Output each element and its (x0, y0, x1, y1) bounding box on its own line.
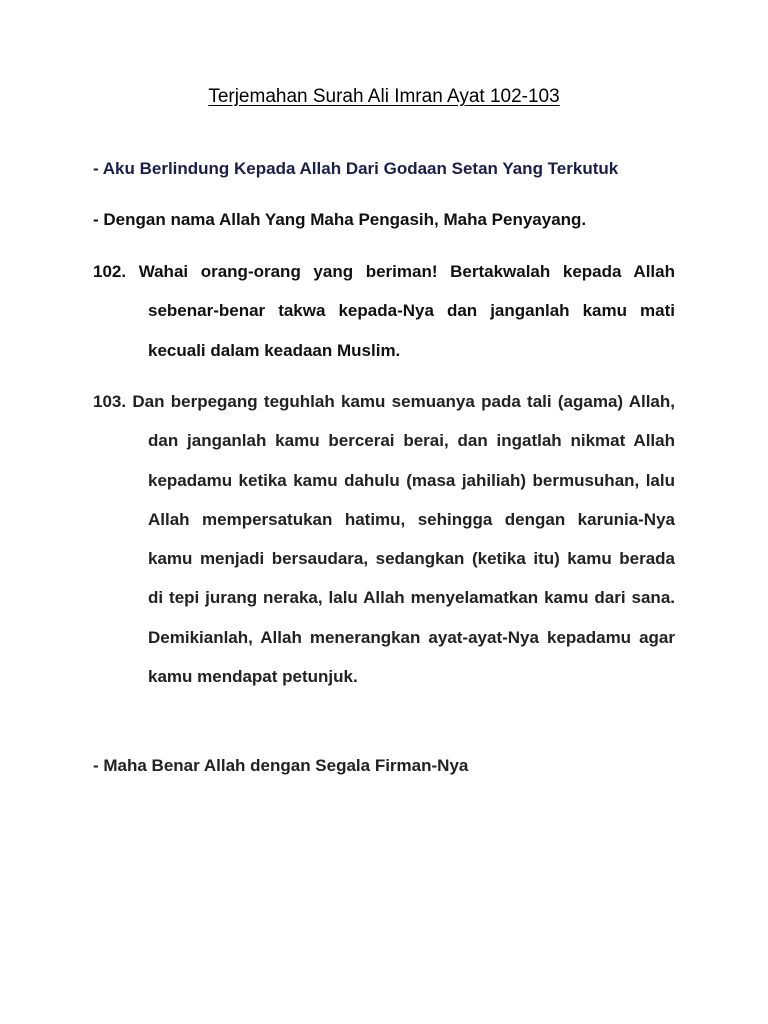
taawudz-line: - Aku Berlindung Kepada Allah Dari Godaan Setan Yang Terkutuk (93, 159, 619, 178)
document-title: Terjemahan Surah Ali Imran Ayat 102-103 (208, 86, 560, 107)
verse-102: 102. Wahai orang-orang yang beriman! Bertakwalah kepada Allah sebenar-benar takwa kepada-Nya dan janganlah kamu mati kecuali dalam keadaan Muslim. (93, 262, 675, 360)
basmalah-line: - Dengan nama Allah Yang Maha Pengasih, Maha Penyayang. (93, 210, 587, 229)
closing-line: - Maha Benar Allah dengan Segala Firman-Nya (93, 756, 469, 775)
verse-103: 103. Dan berpegang teguhlah kamu semuanya pada tali (agama) Allah, dan janganlah kamu bercerai berai, dan ingatlah nikmat Allah kepadamu ketika kamu dahulu (masa jahiliah) bermusuhan, lalu Allah mempersatukan hatimu, sehingga dengan karunia-Nya kamu menjadi bersaudara, sedangkan (ketika itu) kamu berada di tepi jurang neraka, lalu Allah menyelamatkan kamu dari sana. Demikianlah, Allah menerangkan ayat-ayat-Nya kepadamu agar kamu mendapat petunjuk. (93, 392, 675, 687)
